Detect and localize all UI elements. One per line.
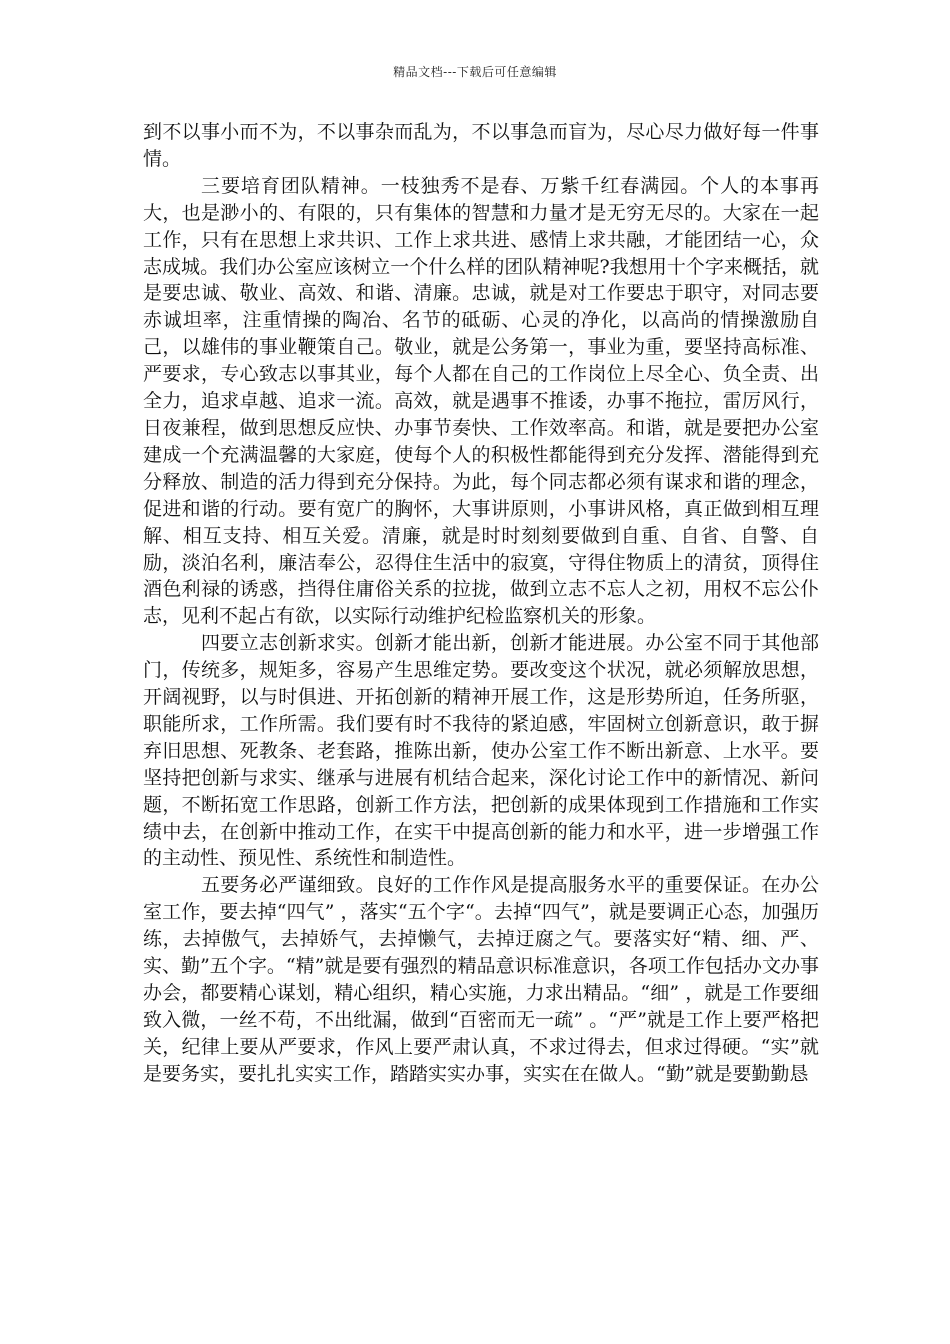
paragraph-continuation: 到不以事小而不为，不以事杂而乱为，不以事急而盲为，尽心尽力做好每一件事情。 <box>143 121 819 170</box>
paragraph-rigor: 五要务必严谨细致。良好的工作作风是提高服务水平的重要保证。在办公室工作，要去掉“四气” ，落实“五个字“。去掉“四气”，就是要调正心态，加强历练，去掉傲气，去掉娇气，去掉懒气，去掉迂腐之气。要落实好“精、细、严、实、勤”五个字。“精”就是要有强烈的精品意识标准意识，各项工作包括办文办事办会，都要精心谋划，精心组织，精心实施，力求出精品。“细” ，就是工作要细致入微，一丝不苟，不出纰漏，做到“百密而无一疏” 。“严”就是工作上要严格把关，纪律上要从严要求，作风上要严肃认真，不求过得去，但求过得硬。“实”就是要务实，要扎扎实实工作，踏踏实实办事，实实在在做人。“勤”就是要勤勤恳 <box>143 874 819 1085</box>
paragraph-innovation: 四要立志创新求实。创新才能出新，创新才能进展。办公室不同于其他部门，传统多，规矩多，容易产生思维定势。要改变这个状况，就必须解放思想，开阔视野，以与时俱进、开拓创新的精神开展工作，这是形势所迫，任务所驱，职能所求，工作所需。我们要有时不我待的紧迫感，牢固树立创新意识，敢于摒弃旧思想、死教条、老套路，推陈出新，使办公室工作不断出新意、上水平。要坚持把创新与求实、继承与进展有机结合起来，深化讨论工作中的新情况、新问题，不断拓宽工作思路，创新工作方法，把创新的成果体现到工作措施和工作实绩中去，在创新中推动工作，在实干中提高创新的能力和水平，进一步增强工作的主动性、预见性、系统性和制造性。 <box>143 632 819 870</box>
page-header: 精品文档---下载后可任意编辑 <box>393 65 557 79</box>
paragraph-team-spirit: 三要培育团队精神。一枝独秀不是春、万紫千红春满园。个人的本事再大，也是渺小的、有限的，只有集体的智慧和力量才是无穷无尽的。大家在一起工作，只有在思想上求共识、工作上求共进、感情上求共融，才能团结一心，众志成城。我们办公室应该树立一个什么样的团队精神呢?我想用十个字来概括，就是要忠诚、敬业、高效、和谐、清廉。忠诚，就是对工作要忠于职守，对同志要赤诚坦率，注重情操的陶冶、名节的砥砺、心灵的净化，以高尚的情操激励自己，以雄伟的事业鞭策自己。敬业，就是公务第一，事业为重，要坚持高标准、严要求，专心致志以事其业，每个人都在自己的工作岗位上尽全心、负全责、出全力，追求卓越、追求一流。高效，就是遇事不推诿，办事不拖拉，雷厉风行，日夜兼程，做到思想反应快、办事节奏快、工作效率高。和谐，就是要把办公室建成一个充满温馨的大家庭，使每个人的积极性都能得到充分发挥、潜能得到充分释放、制造的活力得到充分保持。为此，每个同志都必须有谋求和谐的理念，促进和谐的行动。要有宽广的胸怀，大事讲原则，小事讲风格，真正做到相互理解、相互支持、相互关爱。清廉，就是时时刻刻要做到自重、自省、自警、自励，淡泊名利，廉洁奉公，忍得住生活中的寂寞，守得住物质上的清贫，顶得住酒色利禄的诱惑，挡得住庸俗关系的拉拢，做到立志不忘人之初，用权不忘公仆志，见利不起占有欲，以实际行动维护纪检监察机关的形象。 <box>143 174 819 628</box>
document-body <box>143 119 819 1088</box>
